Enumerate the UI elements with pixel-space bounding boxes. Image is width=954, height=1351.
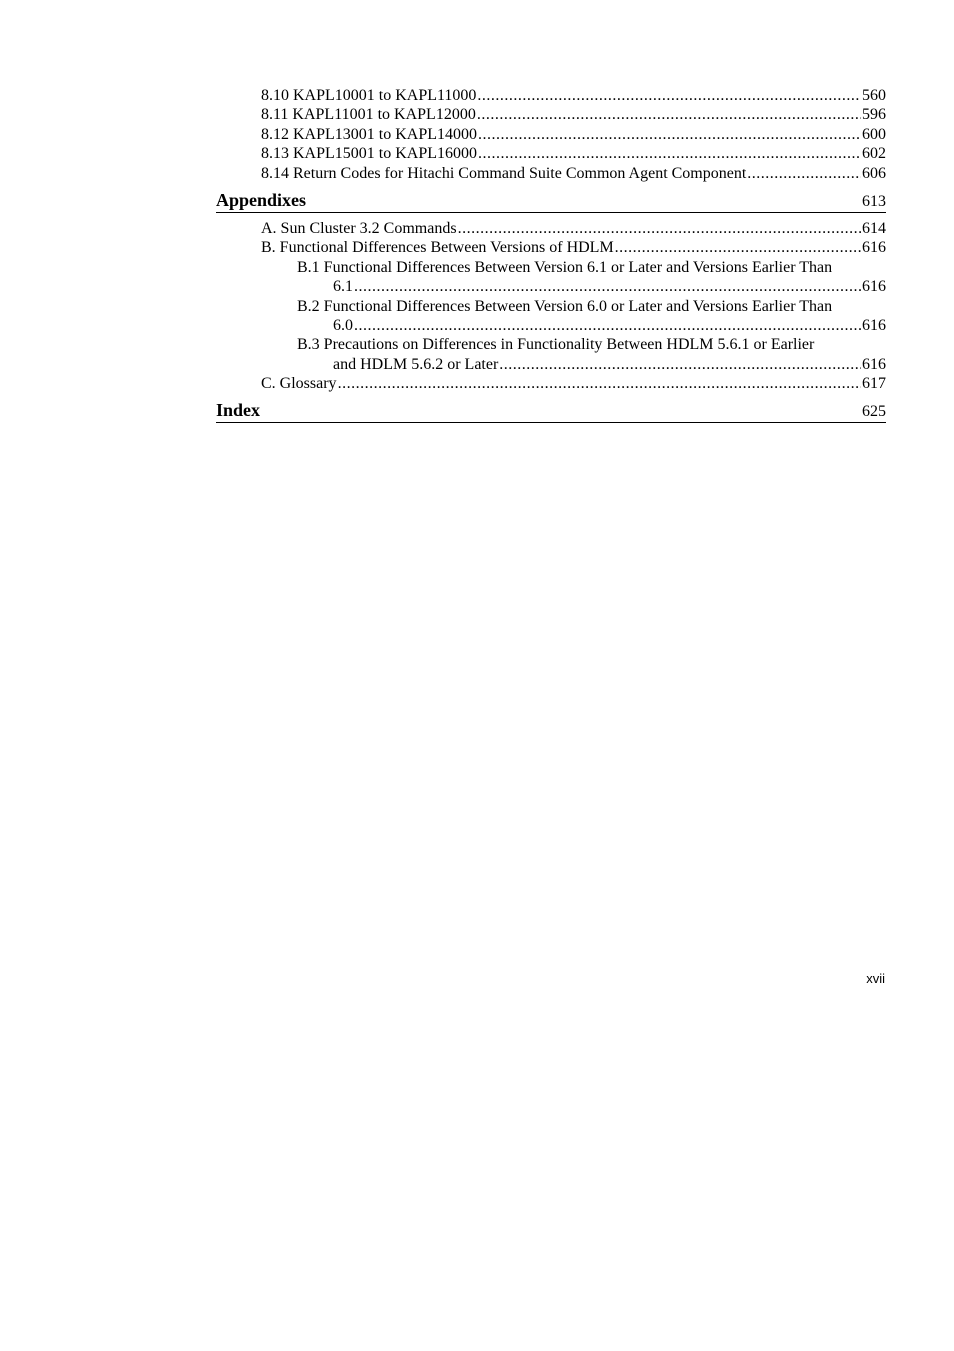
dot-leader <box>354 277 861 296</box>
toc-entry-8-10[interactable] <box>216 86 886 105</box>
toc-section-appendixes[interactable] <box>216 188 886 213</box>
toc-entry-8-11[interactable] <box>216 105 886 124</box>
dot-leader <box>478 125 861 144</box>
toc-entry-label: 8.12 KAPL13001 to KAPL14000 <box>261 125 478 143</box>
dot-leader <box>477 86 861 105</box>
toc-entry-page: 616 <box>862 239 886 257</box>
toc-entry-label: B. Functional Differences Between Versions of HDLM <box>261 239 614 257</box>
toc-entry-appendix-a[interactable] <box>216 219 886 238</box>
toc-entry-label: 8.14 Return Codes for Hitachi Command Suite Common Agent Component <box>261 164 747 182</box>
dot-leader <box>478 144 861 163</box>
toc-entry-page: 616 <box>862 355 886 373</box>
toc-entry-page: 616 <box>862 278 886 296</box>
dot-leader <box>499 355 861 374</box>
section-page: 625 <box>862 403 886 421</box>
toc-entry-page: 617 <box>862 375 886 393</box>
dot-leader <box>458 219 861 238</box>
toc-entry-appendix-b1[interactable] <box>216 258 886 297</box>
toc-entry-label: B.1 Functional Differences Between Version 6.1 or Later and Versions Earlier Than <box>297 258 833 276</box>
toc-entry-label-continued: and HDLM 5.6.2 or Later <box>333 355 499 373</box>
toc-entry-label: B.3 Precautions on Differences in Functionality Between HDLM 5.6.1 or Earlier <box>297 336 815 354</box>
toc-entry-page: 602 <box>862 145 886 163</box>
toc-entry-label: C. Glossary <box>261 375 337 393</box>
toc-entry-appendix-b[interactable] <box>216 238 886 257</box>
dot-leader <box>354 316 861 335</box>
dot-leader <box>615 238 861 257</box>
toc-entry-label: 8.10 KAPL10001 to KAPL11000 <box>261 87 477 104</box>
toc-entry-page: 600 <box>862 125 886 143</box>
section-title: Index <box>216 400 261 421</box>
toc-entry-label-continued: 6.0 <box>333 316 353 334</box>
dot-leader <box>338 374 861 393</box>
toc-entry-8-12[interactable] <box>216 125 886 144</box>
section-page: 613 <box>862 192 886 210</box>
toc-entry-appendix-b2[interactable] <box>216 297 886 336</box>
toc-entry-label: A. Sun Cluster 3.2 Commands <box>261 219 457 237</box>
toc-entry-page: 596 <box>862 106 886 124</box>
toc-entry-page: 560 <box>862 87 886 104</box>
toc-entry-label-continued: 6.1 <box>333 278 353 296</box>
toc-entry-8-14[interactable] <box>216 164 886 183</box>
toc-entry-label: 8.13 KAPL15001 to KAPL16000 <box>261 145 478 163</box>
toc-entry-page: 606 <box>862 164 886 182</box>
page-number: xvii <box>866 971 885 986</box>
section-title: Appendixes <box>216 189 307 210</box>
dot-leader <box>477 105 861 124</box>
toc-entry-appendix-b3[interactable] <box>216 335 886 374</box>
dot-leader <box>747 164 861 183</box>
toc-section-index[interactable] <box>216 398 886 423</box>
toc-entry-appendix-c[interactable] <box>216 374 886 393</box>
toc-entry-label: B.2 Functional Differences Between Version 6.0 or Later and Versions Earlier Than <box>297 297 833 315</box>
toc-entry-page: 616 <box>862 316 886 334</box>
toc-entry-8-13[interactable] <box>216 144 886 163</box>
toc-entry-label: 8.11 KAPL11001 to KAPL12000 <box>261 106 476 124</box>
table-of-contents <box>216 86 886 429</box>
toc-entry-page: 614 <box>862 219 886 237</box>
